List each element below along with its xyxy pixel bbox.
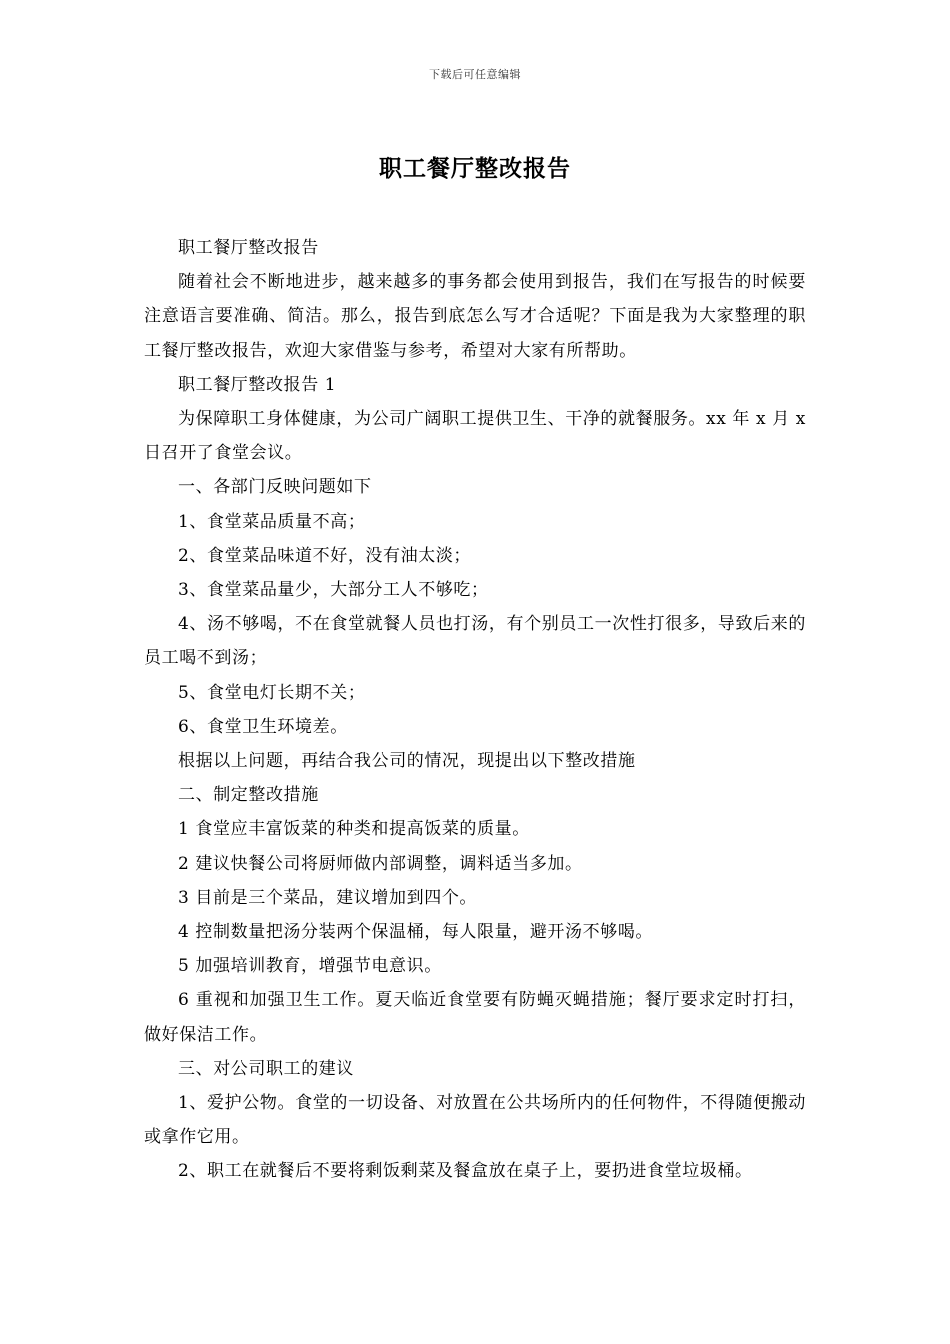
problem-item: 3、食堂菜品量少，大部分工人不够吃； [178, 580, 489, 601]
paragraph-transition: 根据以上问题，再结合我公司的情况，现提出以下整改措施 [178, 751, 636, 772]
document-body [144, 231, 806, 1189]
document-title: 职工餐厅整改报告 [379, 155, 571, 182]
measure-item: 1 食堂应丰富饭菜的种类和提高饭菜的质量。 [178, 819, 530, 840]
problem-item: 2、食堂菜品味道不好，没有油太淡； [178, 545, 472, 566]
section-heading-problems: 一、各部门反映问题如下 [178, 477, 372, 498]
section-heading-measures: 二、制定整改措施 [178, 785, 319, 806]
suggestion-item: 2、职工在就餐后不要将剩饭剩菜及餐盒放在桌子上，要扔进食堂垃圾桶。 [178, 1161, 753, 1182]
section-heading-suggestions: 三、对公司职工的建议 [178, 1058, 354, 1079]
paragraph-intro: 随着社会不断地进步，越来越多的事务都会使用到报告，我们在写报告的时候要注意语言要准确、简洁。那么，报告到底怎么写才合适呢？下面是我为大家整理的职工餐厅整改报告，欢迎大家借鉴与参考，希望对大家有所帮助。 [144, 272, 806, 361]
paragraph-purpose: 为保障职工身体健康，为公司广阔职工提供卫生、干净的就餐服务。xx 年 x 月 x 日召开了食堂会议。 [144, 409, 806, 464]
problem-item: 5、食堂电灯长期不关； [178, 682, 366, 703]
paragraph-report-heading: 职工餐厅整改报告 1 [178, 374, 337, 395]
measure-item: 2 建议快餐公司将厨师做内部调整，调料适当多加。 [178, 853, 583, 874]
problem-item: 6、食堂卫生环境差。 [178, 716, 348, 737]
problem-item: 4、汤不够喝，不在食堂就餐人员也打汤，有个别员工一次性打很多，导致后来的员工喝不到汤； [144, 614, 806, 669]
measure-item: 4 控制数量把汤分装两个保温桶，每人限量，避开汤不够喝。 [178, 922, 654, 943]
measure-item: 3 目前是三个菜品，建议增加到四个。 [178, 887, 478, 908]
measure-item: 6 重视和加强卫生工作。夏天临近食堂要有防蝇灭蝇措施；餐厅要求定时打扫，做好保洁工作。 [144, 990, 806, 1045]
page-header-note: 下载后可任意编辑 [429, 68, 521, 81]
problem-item: 1、食堂菜品质量不高； [178, 511, 366, 532]
paragraph-subtitle: 职工餐厅整改报告 [178, 238, 319, 258]
measure-item: 5 加强培训教育，增强节电意识。 [178, 956, 442, 977]
suggestion-item: 1、爱护公物。食堂的一切设备、对放置在公共场所内的任何物件，不得随便搬动或拿作它用。 [144, 1093, 806, 1148]
